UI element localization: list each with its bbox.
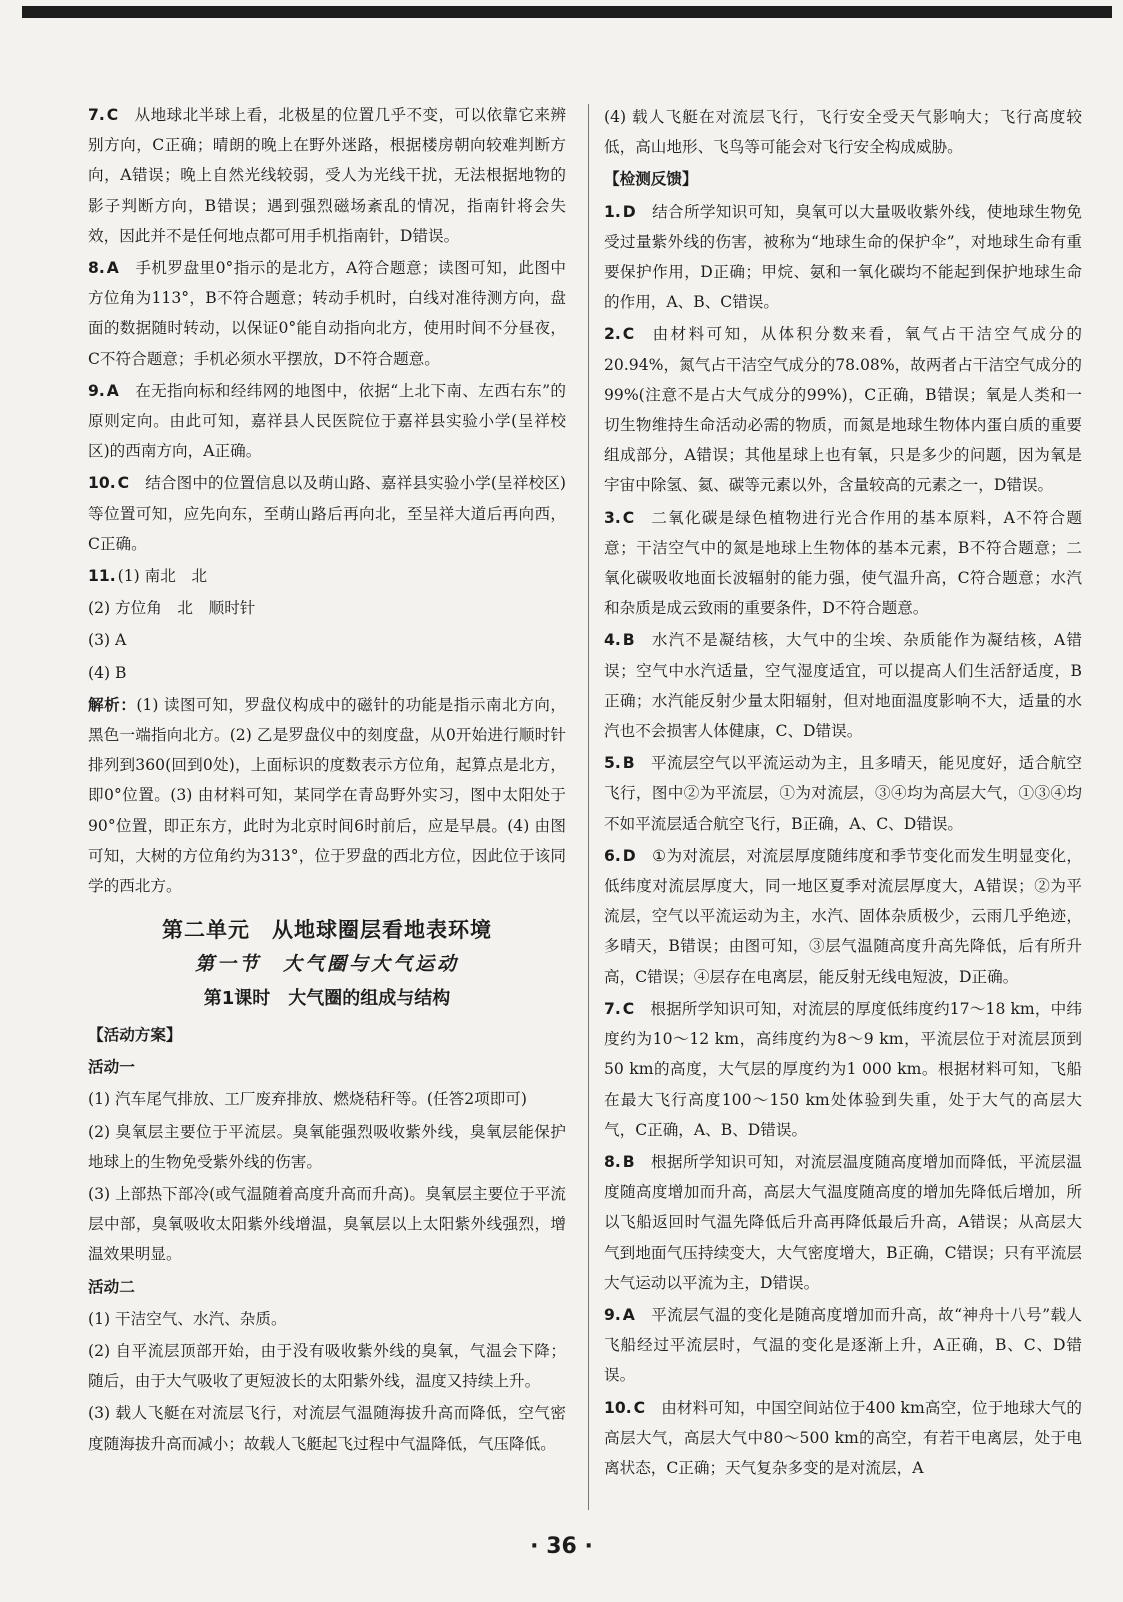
answer-11-line-4: (4) B bbox=[88, 663, 127, 682]
answer-11-line-2: (2) 方位角 北 顺时针 bbox=[88, 599, 256, 618]
feedback-answer-5: 5. B 平流层空气以平流运动为主，且多晴天，能见度好，适合航空飞行，图中②为平流层，①为对流层，③④均为高层大气，①③④均不如平流层适合航空飞行，B正确，A、C、D错误。 bbox=[604, 754, 1082, 833]
activity-1-item: (2) 臭氧层主要位于平流层。臭氧能强烈吸收紫外线，臭氧层能保护地球上的生物免受紫外线的伤害。 bbox=[88, 1122, 566, 1171]
top-border-bar bbox=[22, 6, 1112, 18]
answer-left-10: 10. C 结合图中的位置信息以及萌山路、嘉祥县实验小学(呈祥校区)等位置可知，应先向东，至萌山路后再向北，至呈祥大道后再向西，C正确。 bbox=[88, 474, 566, 553]
activity-1-item: (3) 上部热下部冷(或气温随着高度升高而升高)。臭氧层主要位于平流层中部，臭氧吸收太阳紫外线增温，臭氧层以上太阳紫外线强烈，增温效果明显。 bbox=[88, 1184, 566, 1264]
activity-1-title: 活动一 bbox=[88, 1058, 135, 1077]
lesson-title: 第1课时 大气圈的组成与结构 bbox=[203, 987, 451, 1009]
feedback-answer-1: 1. D 结合所学知识可知，臭氧可以大量吸收紫外线，使地球生物免受过量紫外线的伤害，被称为“地球生命的保护伞”，对地球生命有重要保护作用，D正确；甲烷、氨和一氧化碳均不能起到保护地球生命的作用，A、B、C错误。 bbox=[604, 202, 1082, 312]
section-title: 第一节 大气圈与大气运动 bbox=[194, 953, 459, 976]
unit-title: 第二单元 从地球圈层看地表环境 bbox=[162, 918, 492, 943]
activity-2-item: (3) 载人飞艇在对流层飞行，对流层气温随海拔升高而降低，空气密度随海拔升高而减小；故载人飞艇起飞过程中气温降低，气压降低。 bbox=[88, 1404, 566, 1453]
feedback-heading: 【检测反馈】 bbox=[604, 170, 698, 189]
activity-1-item: (1) 汽车尾气排放、工厂废弃排放、燃烧秸秆等。(任答2项即可) bbox=[88, 1090, 527, 1109]
answer-left-7: 7. C 从地球北半球上看，北极星的位置几乎不变，可以依靠它来辨别方向，C正确；晴朗的晚上在野外迷路，根据楼房朝向较难判断方向，A错误；晚上自然光线较弱，受人为光线干扰，无法根据地物的影子判断方向，B错误；遇到强烈磁场紊乱的情况，指南针将会失效，因此并不是任何地点都可用手机指南针，D错误。 bbox=[88, 106, 566, 245]
activity-plan-heading: 【活动方案】 bbox=[88, 1025, 182, 1044]
feedback-answer-7: 7. C 根据所学知识可知，对流层的厚度低纬度约17～18 km，中纬度约为10～12 km，高纬度约为8～9 km，平流层位于对流层顶到50 km的高度，大气层的厚度约为1 000 km。根据材料可知，飞船在最大飞行高度100～150 km处体验到失重，处于大气的高层大气，C正确，A、B、D错误。 bbox=[604, 999, 1082, 1139]
activity-2-continuation: (4) 载人飞艇在对流层飞行，飞行安全受天气影响大；飞行高度较低，高山地形、飞鸟等可能会对飞行安全构成威胁。 bbox=[604, 108, 1082, 157]
feedback-answer-2: 2. C 由材料可知，从体积分数来看，氧气占干洁空气成分的20.94%，氮气占干洁空气成分的78.08%，故两者占干洁空气成分的99%(注意不是占大气成分的99%)，C正确，B错误；氧是人类和一切生物维持生命活动必需的物质，而氮是地球生物体内蛋白质的重要组成部分，A错误；其他星球上也有氧，只是多少的问题，因为氧是宇宙中除氢、氦、碳等元素以外，含量较高的元素之一，D错误。 bbox=[604, 325, 1082, 495]
answer-11-analysis: 解析：(1) 读图可知，罗盘仪构成中的磁针的功能是指示南北方向，黑色一端指向北方。(2) 乙是罗盘仪中的刻度盘，从0开始进行顺时针排列到360(回到0处)，上面标识的度数表示方位角，起算点是北方，即0°位置。(3) 由材料可知，某同学在青岛野外实习，图中太阳处于90°位置，即正东方，此时为北京时间6时前后，应是早晨。(4) 由图可知，大树的方位角约为313°，位于罗盘的西北方位，因此位于该同学的西北方。 bbox=[88, 695, 566, 896]
feedback-answer-8: 8. B 根据所学知识可知，对流层温度随高度增加而降低，平流层温度随高度增加而升高，高层大气温度随高度的增加先降低后增加，所以飞船返回时气温先降低后升高再降低最后升高，A错误；从高层大气到地面气压持续变大，大气密度增大，B正确，C错误；只有平流层大气运动以平流为主，D错误。 bbox=[604, 1152, 1082, 1292]
feedback-answer-10: 10. C 由材料可知，中国空间站位于400 km高空，位于地球大气的高层大气，高层大气中80～500 km的高空，有若干电离层，处于电离状态，C正确；天气复杂多变的是对流层，A bbox=[604, 1398, 1082, 1477]
activity-2-item: (2) 自平流层顶部开始，由于没有吸收紫外线的臭氧，气温会下降；随后，由于大气吸收了更短波长的太阳紫外线，温度又持续上升。 bbox=[88, 1341, 566, 1391]
answer-left-11: 11. (1) 南北 北 bbox=[88, 567, 208, 586]
activity-2-item: (1) 干洁空气、水汽、杂质。 bbox=[88, 1309, 287, 1328]
activity-2-title: 活动二 bbox=[88, 1277, 135, 1296]
answer-left-8: 8. A 手机罗盘里0°指示的是北方，A符合题意；读图可知，此图中方位角为113°，B不符合题意；转动手机时，白线对准待测方向，盘面的数据随时转动，以保证0°能自动指向北方，使用时间不分昼夜，C不符合题意；手机必须水平摆放，D不符合题意。 bbox=[88, 259, 566, 368]
feedback-answer-9: 9. A 平流层气温的变化是随高度增加而升高，故“神舟十八号”载人飞船经过平流层时，气温的变化是逐渐上升，A正确，B、C、D错误。 bbox=[604, 1305, 1082, 1385]
answer-left-9: 9. A 在无指向标和经纬网的地图中，依据“上北下南、左西右东”的原则定向。由此可知，嘉祥县人民医院位于嘉祥县实验小学(呈祥校区)的西南方向，A正确。 bbox=[88, 381, 566, 461]
feedback-answer-3: 3. C 二氧化碳是绿色植物进行光合作用的基本原料，A不符合题意；干洁空气中的氮是地球上生物体的基本元素，B不符合题意；二氧化碳吸收地面长波辐射的能力强，使气温升高，C符合题意；水汽和杂质是成云致雨的重要条件，D不符合题意。 bbox=[604, 508, 1082, 618]
left-column bbox=[88, 100, 566, 1459]
answer-11-line-3: (3) A bbox=[88, 631, 127, 650]
right-column bbox=[604, 102, 1082, 1483]
feedback-answer-6: 6. D ①为对流层，对流层厚度随纬度和季节变化而发生明显变化，低纬度对流层厚度大，同一地区夏季对流层厚度大，A错误；②为平流层，空气以平流运动为主，水汽、固体杂质极少，云雨几乎绝迹，多晴天，B错误；由图可知，③层气温随高度升高先降低，后有所升高，C错误；④层存在电离层，能反射无线电短波，D正确。 bbox=[604, 846, 1082, 986]
feedback-answer-4: 4. B 水汽不是凝结核，大气中的尘埃、杂质能作为凝结核，A错误；空气中水汽适量，空气湿度适宜，可以提高人们生活舒适度，B正确；水汽能反射少量太阳辐射，但对地面温度影响不大，适量的水汽也不会损害人体健康，C、D错误。 bbox=[604, 631, 1082, 741]
column-divider bbox=[588, 104, 589, 1510]
page-number: · 36 · bbox=[530, 1534, 593, 1559]
